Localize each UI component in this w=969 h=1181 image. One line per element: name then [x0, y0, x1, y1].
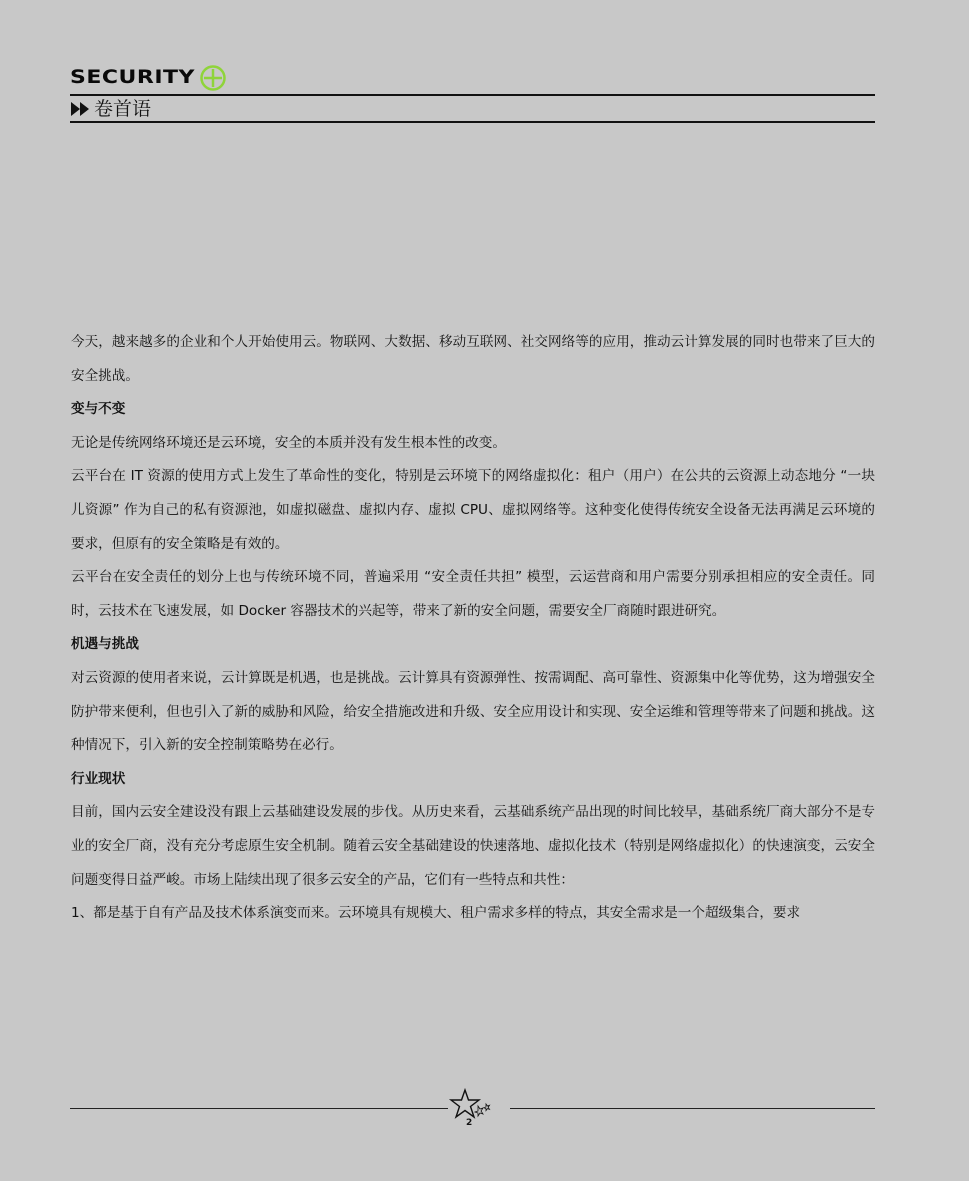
- paragraph: 目前，国内云安全建设没有跟上云基础建设发展的步伐。从历史来看，云基础系统产品出现的时间比较早，基础系统厂商大部分不是专业的安全厂商，没有充分考虑原生安全机制。随着云安全基础建设的快速落地、虚拟化技术（特别是网络虚拟化）的快速演变，云安全问题变得日益严峻。市场上陆续出现了很多云安全的产品，它们有一些特点和共性：: [71, 804, 875, 888]
- footer-rule-right: [510, 1108, 875, 1109]
- paragraph: 对云资源的使用者来说，云计算既是机遇，也是挑战。云计算具有资源弹性、按需调配、高可靠性、资源集中化等优势，这为增强安全防护带来便利，但也引入了新的威胁和风险，给安全措施改进和升级、安全应用设计和实现、安全运维和管理等带来了问题和挑战。这种情况下，引入新的安全控制策略势在必行。: [71, 669, 875, 754]
- paragraph: 无论是传统网络环境还是云环境，安全的本质并没有发生根本性的改变。: [71, 434, 506, 451]
- brand-logo: [70, 64, 227, 92]
- paragraph: 云平台在安全责任的划分上也与传统环境不同，普遍采用 “安全责任共担” 模型，云运营商和用户需要分别承担相应的安全责任。同时，云技术在飞速发展，如 Docker 容器技术的兴起等，带来了新的安全问题，需要安全厂商随时跟进研究。: [71, 569, 875, 619]
- paragraph: 1、都是基于自有产品及技术体系演变而来。云环境具有规模大、租户需求多样的特点，其安全需求是一个超级集合，要求: [71, 905, 801, 922]
- page-number: 2: [466, 1118, 473, 1128]
- section-title: 卷首语: [94, 98, 152, 120]
- paragraph: 云平台在 IT 资源的使用方式上发生了革命性的变化，特别是云环境下的网络虚拟化：租户（用户）在公共的云资源上动态地分 “一块儿资源” 作为自己的私有资源池，如虚拟磁盘、虚拟内存、虚拟 CPU、虚拟网络等。这种变化使得传统安全设备无法再满足云环境的要求，但原有的安全策略是有效的。: [71, 468, 875, 552]
- plus-circle-icon: [199, 64, 227, 92]
- header-rule-bottom: [70, 121, 875, 123]
- section-header: [70, 97, 151, 121]
- footer-rule-left: [70, 1108, 448, 1109]
- header-rule-top: [70, 94, 875, 96]
- brand-wordmark: SECURITY: [70, 66, 195, 89]
- article-body: [71, 326, 875, 931]
- subheading: 机遇与挑战: [71, 636, 139, 653]
- double-arrow-icon: [70, 101, 92, 117]
- subheading: 变与不变: [71, 401, 126, 418]
- star-icon: [448, 1088, 498, 1122]
- paragraph: 今天，越来越多的企业和个人开始使用云。物联网、大数据、移动互联网、社交网络等的应用，推动云计算发展的同时也带来了巨大的安全挑战。: [71, 334, 875, 384]
- subheading: 行业现状: [71, 770, 126, 787]
